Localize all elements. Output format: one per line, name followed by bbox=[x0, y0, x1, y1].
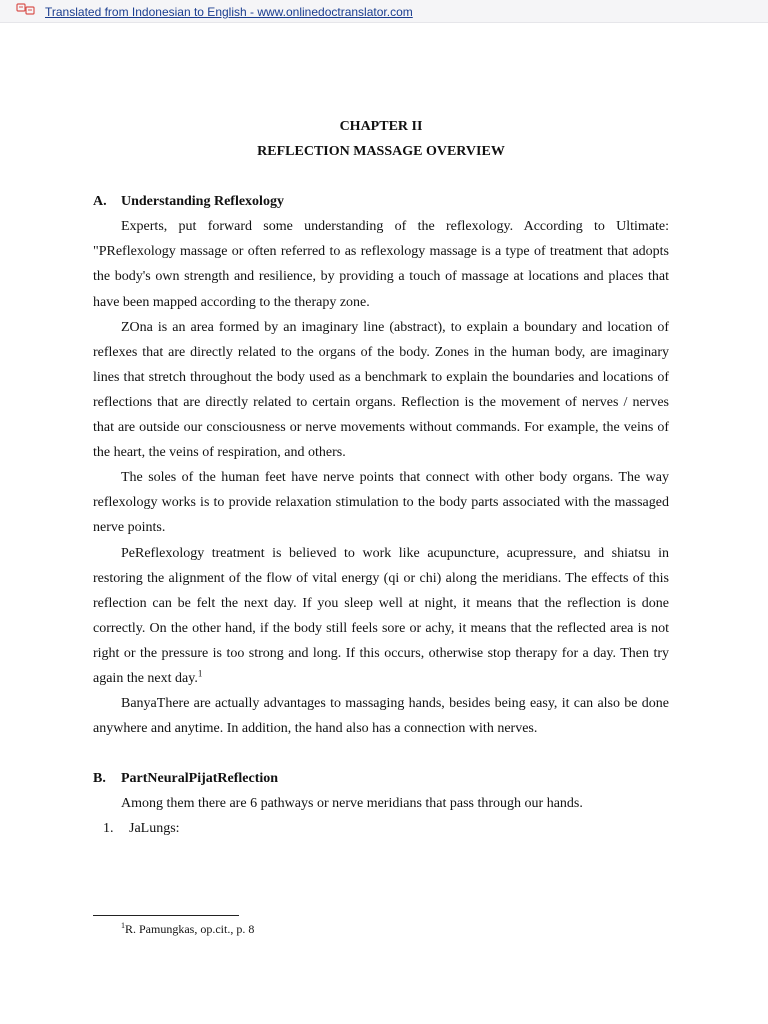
translation-banner bbox=[0, 0, 768, 23]
footnote-reference: 1 bbox=[197, 668, 203, 679]
section-b-paragraph: Among them there are 6 pathways or nerve meridians that pass through our hands. bbox=[121, 796, 583, 812]
section-b-heading bbox=[93, 766, 669, 791]
chapter-label: CHAPTER II bbox=[339, 119, 423, 134]
paragraph-4 bbox=[93, 541, 669, 692]
paragraph-3: The soles of the human feet have nerve points that connect with other body organs. The way reflexology works is to provide relaxation stimulation to the body parts associated with the massaged nerve points. bbox=[93, 470, 669, 536]
translator-link[interactable]: Translated from Indonesian to English - www.onlinedoctranslator.com bbox=[45, 5, 413, 19]
paragraph-5: BanyaThere are actually advantages to massaging hands, besides being easy, it can also be done anywhere and anytime. In addition, the hand also has a connection with nerves. bbox=[93, 696, 669, 737]
footnote-text: R. Pamungkas, op.cit., p. 8 bbox=[125, 922, 255, 936]
section-a-marker: A. bbox=[93, 194, 107, 210]
section-a-heading bbox=[93, 189, 669, 214]
section-b-title: PartNeuralPijatReflection bbox=[121, 771, 279, 787]
section-b-marker: B. bbox=[93, 771, 106, 787]
paragraph-2: ZOna is an area formed by an imaginary line (abstract), to explain a boundary and location of reflexes that are directly related to the organs of the body. Zones in the human body, are imaginary lines that stretch throughout the body used as a benchmark to explain the boundaries and locations of reflections that are directly related to certain organs. Reflection is the movement of nerves / nerves that are outside our consciousness or nerve movements without commands. For example, the veins of the heart, the veins of respiration, and others. bbox=[93, 319, 669, 461]
list-item bbox=[93, 816, 669, 841]
section-a-title: Understanding Reflexology bbox=[121, 194, 284, 210]
footnote-divider bbox=[93, 915, 239, 916]
footnote-number: 1 bbox=[121, 921, 125, 930]
translator-logo-icon bbox=[16, 3, 36, 15]
footnote bbox=[121, 921, 254, 937]
paragraph-1: Experts, put forward some understanding of the reflexology. According to Ultimate: "PReflexology massage or often referred to as reflexology massage is a type of treatment that adopts the body's own strength and resilience, by providing a touch of massage at locations and places that have been mapped according to the therapy zone. bbox=[93, 219, 669, 310]
chapter-title: REFLECTION MASSAGE OVERVIEW bbox=[257, 144, 505, 160]
document-page bbox=[93, 114, 669, 842]
list-item-text: JaLungs: bbox=[129, 821, 180, 837]
list-item-number: 1. bbox=[103, 821, 114, 837]
paragraph-4-text: PeReflexology treatment is believed to work like acupuncture, acupressure, and shiatsu in restoring the alignment of the flow of vital energy (qi or chi) along the meridians. The effects of this reflection can be felt the next day. If you sleep well at night, it means that the reflection is done correctly. On the other hand, if the body still feels sore or achy, it means that the reflected area is not right or the pressure is too strong and long. If this occurs, otherwise stop therapy for a day. Then try again the next day. bbox=[93, 545, 669, 686]
